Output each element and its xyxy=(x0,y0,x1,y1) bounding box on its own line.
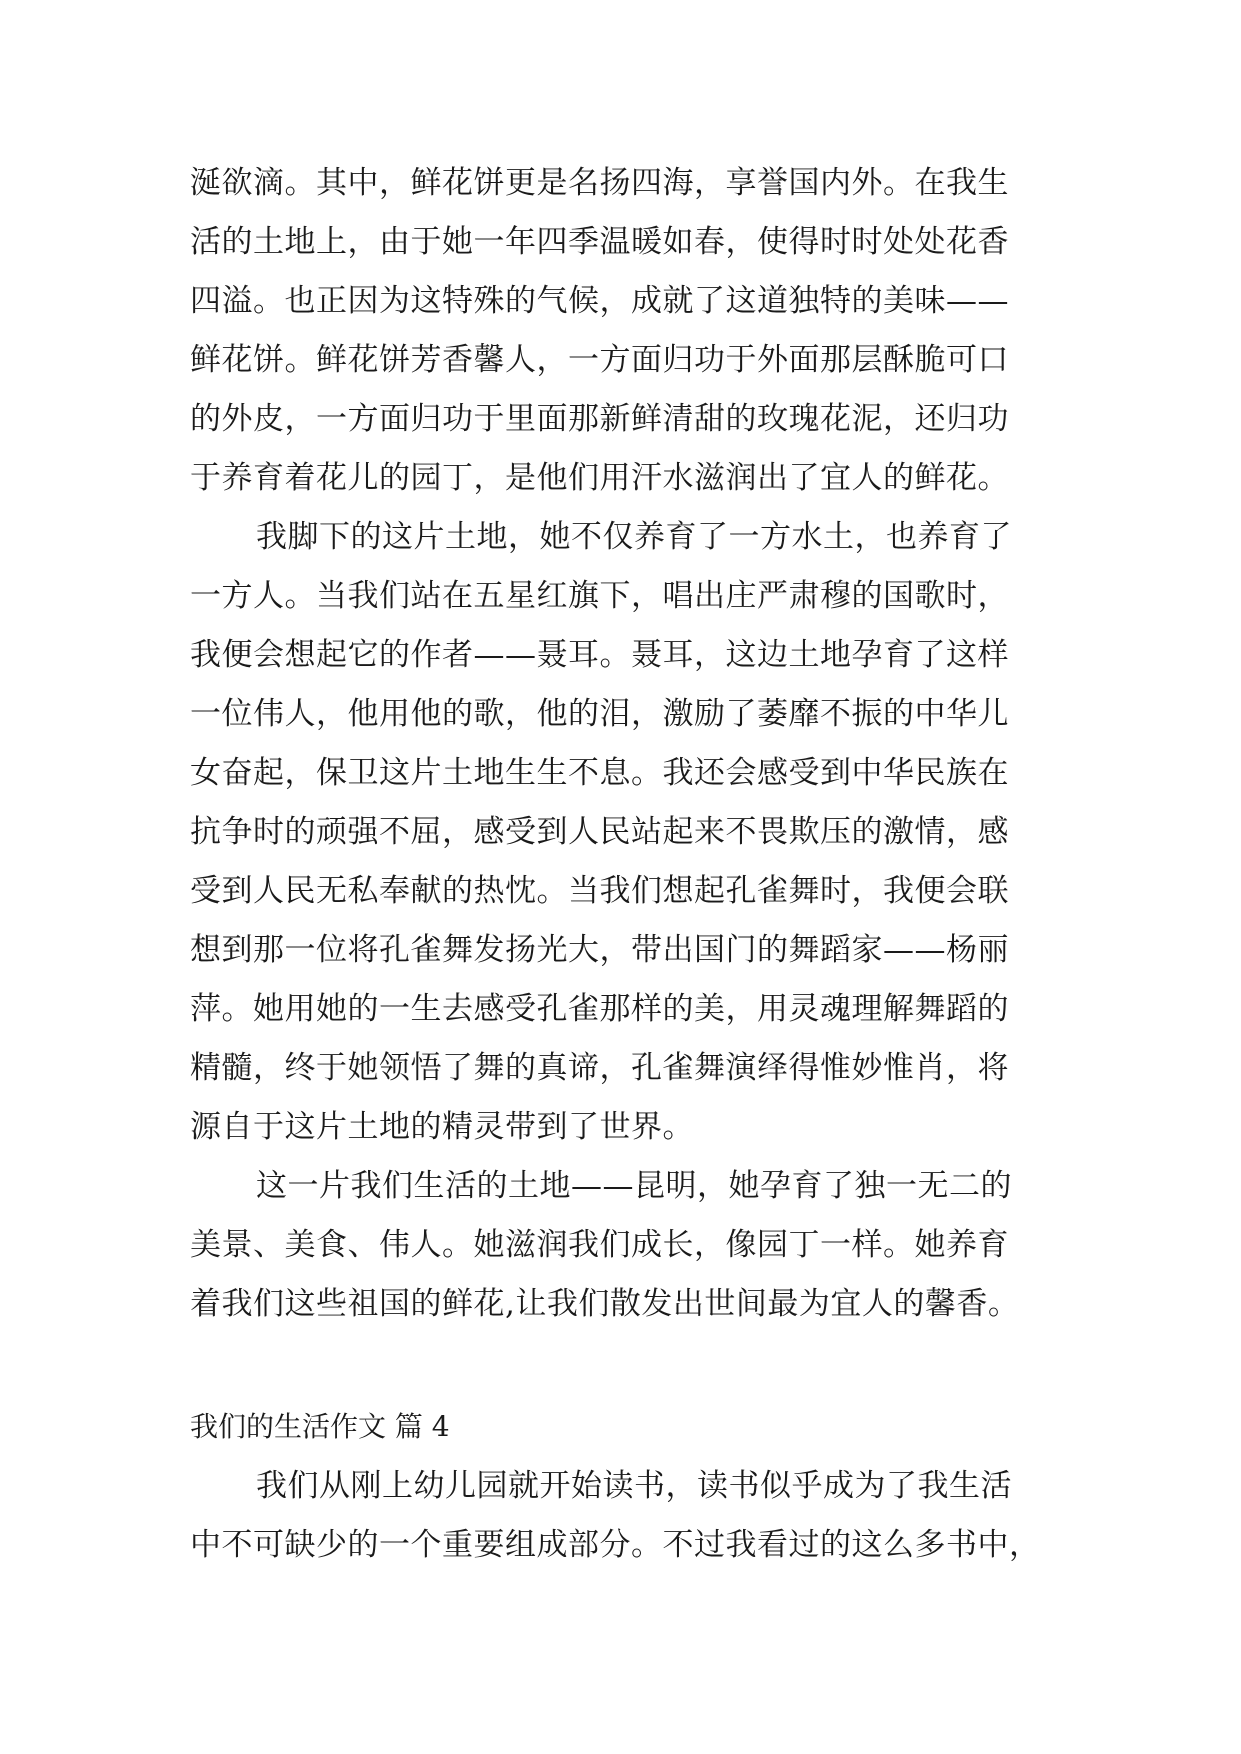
text-line: 的外皮，一方面归功于里面那新鲜清甜的玫瑰花泥，还归功 xyxy=(190,401,1009,437)
text-line: 源自于这片土地的精灵带到了世界。 xyxy=(190,1109,694,1145)
text-line: 于养育着花儿的园丁，是他们用汗水滋润出了宜人的鲜花。 xyxy=(190,460,1009,496)
text-line: 活的土地上，由于她一年四季温暖如春，使得时时处处花香 xyxy=(190,224,1009,260)
section-heading: 我们的生活作文 篇 4 xyxy=(190,1410,450,1443)
text-line: 萍。她用她的一生去感受孔雀那样的美，用灵魂理解舞蹈的 xyxy=(190,991,1009,1027)
text-line: 鲜花饼。鲜花饼芳香馨人，一方面归功于外面那层酥脆可口 xyxy=(190,342,1009,378)
text-line: 中不可缺少的一个重要组成部分。不过我看过的这么多书中， xyxy=(190,1527,1041,1563)
text-line: 一位伟人，他用他的歌，他的泪，激励了萎靡不振的中华儿 xyxy=(190,696,1009,732)
paragraph-first-line: 我们从刚上幼儿园就开始读书，读书似乎成为了我生活 xyxy=(256,1468,1012,1504)
text-line: 精髓，终于她领悟了舞的真谛，孔雀舞演绎得惟妙惟肖，将 xyxy=(190,1050,1009,1086)
paragraph-first-line: 我脚下的这片土地，她不仅养育了一方水土，也养育了 xyxy=(256,519,1012,555)
text-line: 抗争时的顽强不屈，感受到人民站起来不畏欺压的激情，感 xyxy=(190,814,1009,850)
text-line: 着我们这些祖国的鲜花,让我们散发出世间最为宜人的馨香。 xyxy=(190,1286,1020,1322)
text-line: 受到人民无私奉献的热忱。当我们想起孔雀舞时，我便会联 xyxy=(190,873,1009,909)
text-line: 想到那一位将孔雀舞发扬光大，带出国门的舞蹈家——杨丽 xyxy=(190,932,1009,968)
paragraph-first-line: 这一片我们生活的土地——昆明，她孕育了独一无二的 xyxy=(256,1168,1012,1204)
text-line: 我便会想起它的作者——聂耳。聂耳，这边土地孕育了这样 xyxy=(190,637,1009,673)
text-line: 四溢。也正因为这特殊的气候，成就了这道独特的美味—— xyxy=(190,283,1009,319)
text-line: 女奋起，保卫这片土地生生不息。我还会感受到中华民族在 xyxy=(190,755,1009,791)
text-line: 涎欲滴。其中，鲜花饼更是名扬四海，享誉国内外。在我生 xyxy=(190,165,1009,201)
text-line: 美景、美食、伟人。她滋润我们成长，像园丁一样。她养育 xyxy=(190,1227,1009,1263)
text-line: 一方人。当我们站在五星红旗下，唱出庄严肃穆的国歌时， xyxy=(190,578,1009,614)
